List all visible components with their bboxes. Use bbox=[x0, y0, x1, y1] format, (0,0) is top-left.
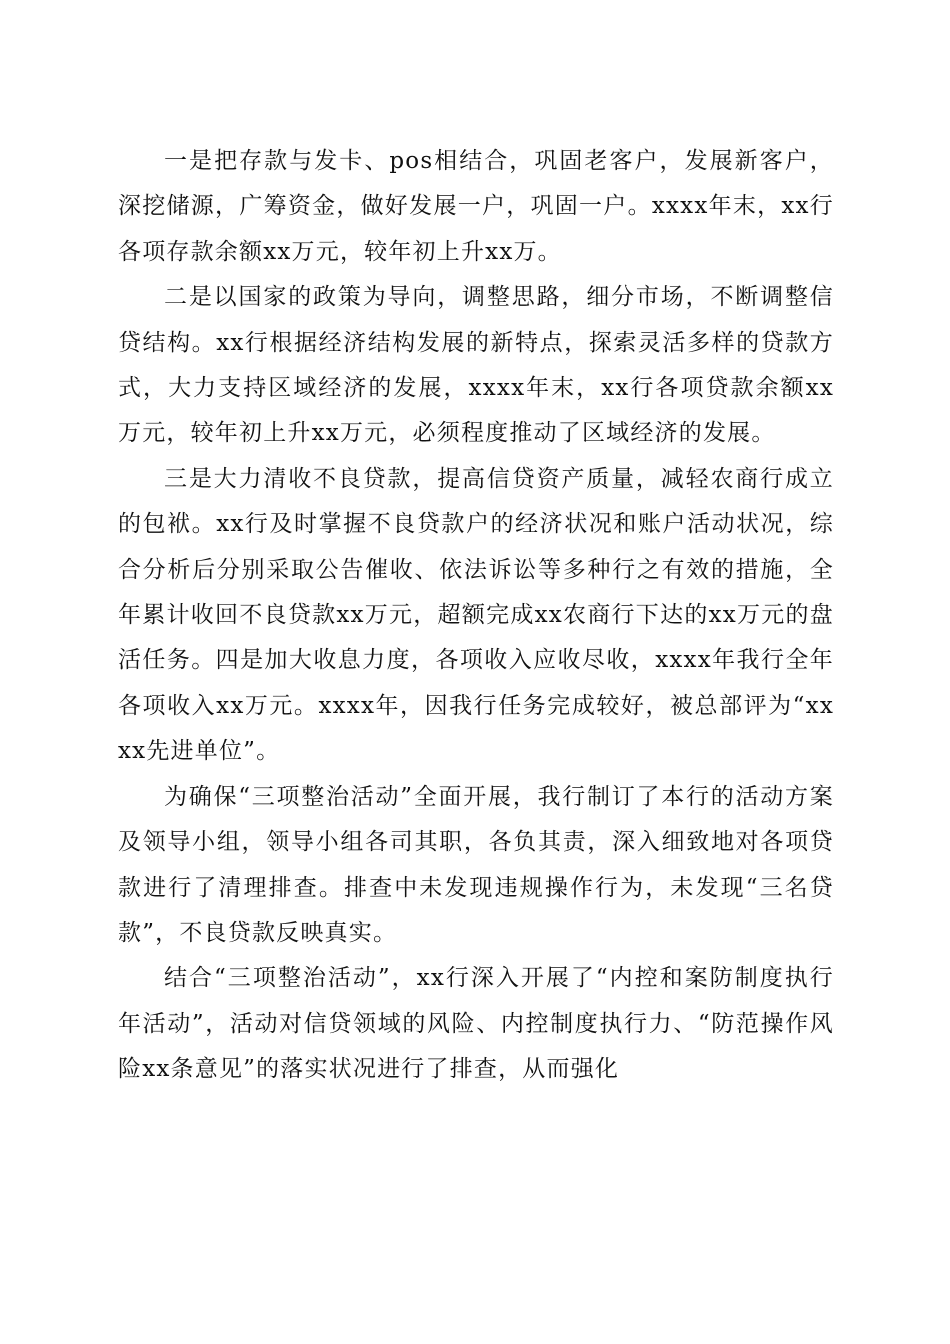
paragraph-credit-structure: 二是以国家的政策为导向，调整思路，细分市场，不断调整信贷结构。xx行根据经济结构发展的新特点，探索灵活多样的贷款方式，大力支持区域经济的发展，xxxx年末，xx行各项贷款余额xx万元，较年初上升xx万元，必须程度推动了区域经济的发展。 bbox=[118, 284, 834, 447]
paragraph-internal-control: 结合“三项整治活动”，xx行深入开展了“内控和案防制度执行年活动”，活动对信贷领域的风险、内控制度执行力、“防范操作风险xx条意见”的落实状况进行了排查，从而强化 bbox=[118, 965, 834, 1083]
paragraph-deposits: 一是把存款与发卡、pos相结合，巩固老客户，发展新客户，深挖储源，广筹资金，做好发展一户，巩固一户。xxxx年末，xx行各项存款余额xx万元，较年初上升xx万。 bbox=[118, 148, 834, 265]
paragraph-rectification-campaign: 为确保“三项整治活动”全面开展，我行制订了本行的活动方案及领导小组，领导小组各司其职，各负其责，深入细致地对各项贷款进行了清理排查。排查中未发现违规操作行为，未发现“三名贷款”，不良贷款反映真实。 bbox=[118, 783, 834, 946]
document-body bbox=[118, 139, 834, 1093]
paragraph-nonperforming-loans: 三是大力清收不良贷款，提高信贷资产质量，减轻农商行成立的包袱。xx行及时掌握不良贷款户的经济状况和账户活动状况，综合分析后分别采取公告催收、依法诉讼等多种行之有效的措施，全年累计收回不良贷款xx万元，超额完成xx农商行下达的xx万元的盘活任务。四是加大收息力度，各项收入应收尽收，xxxx年我行全年各项收入xx万元。xxxx年，因我行任务完成较好，被总部评为“xxxx先进单位”。 bbox=[118, 465, 834, 765]
